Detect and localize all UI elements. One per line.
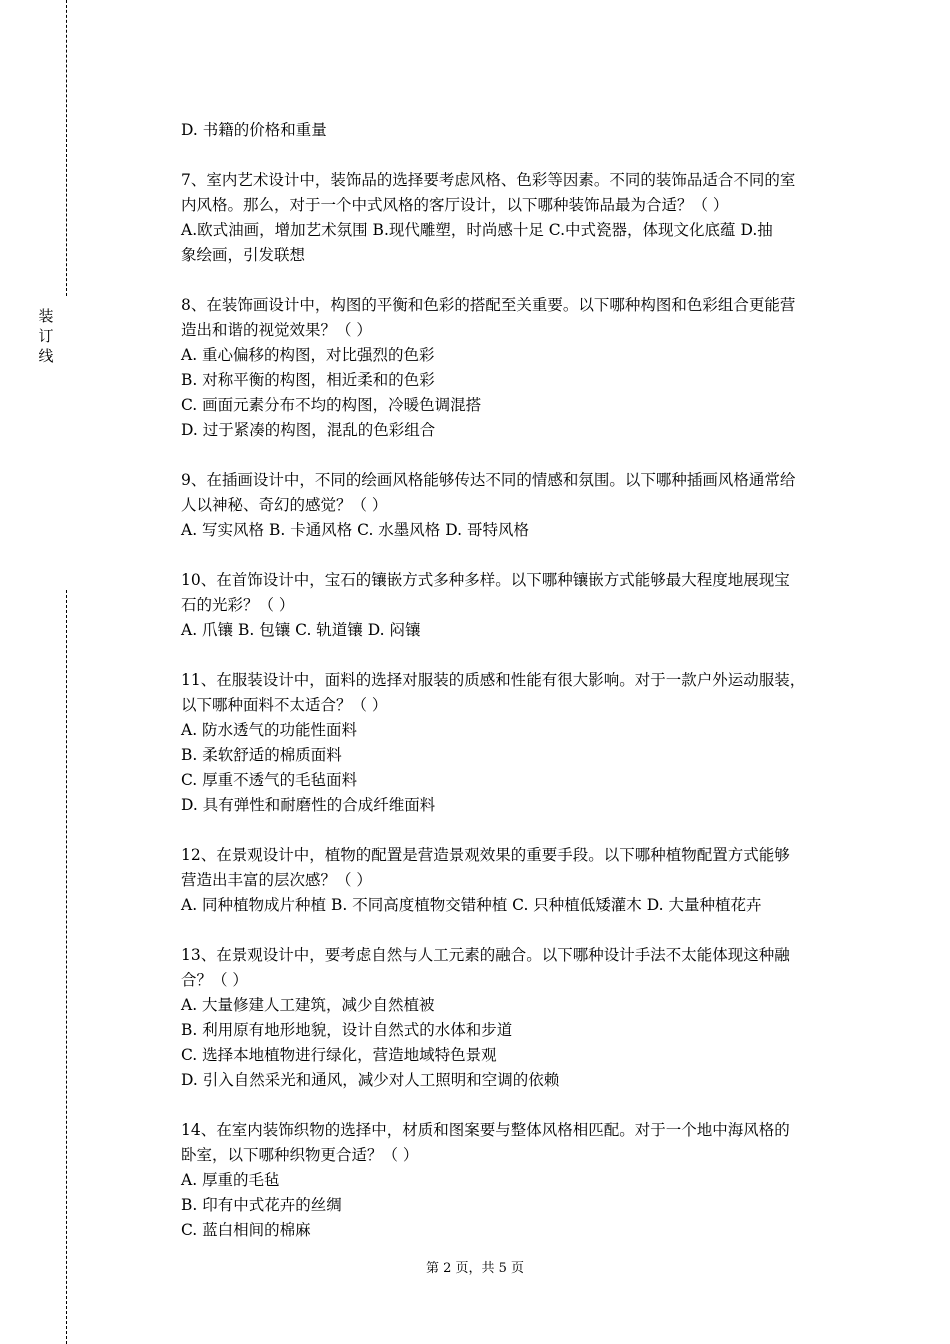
question-option: A. 防水透气的功能性面料: [181, 721, 358, 739]
question-gap: [181, 443, 841, 468]
question-option: B. 印有中式花卉的丝绸: [181, 1196, 342, 1214]
question-gap: [181, 1093, 841, 1118]
exam-content: [181, 118, 841, 1243]
continued-option: D. 书籍的价格和重量: [181, 121, 327, 139]
question-option: A. 爪镶 B. 包镶 C. 轨道镶 D. 闷镶: [181, 621, 421, 639]
binding-dashed-line-bottom: [66, 590, 67, 1344]
question-stem-line: 7、室内艺术设计中，装饰品的选择要考虑风格、色彩等因素。不同的装饰品适合不同的室: [181, 171, 796, 189]
question-block: [181, 168, 841, 268]
question-option: D. 引入自然采光和通风，减少对人工照明和空调的依赖: [181, 1071, 560, 1089]
question-option: A. 同种植物成片种植 B. 不同高度植物交错种植 C. 只种植低矮灌木 D. 大量种植花卉: [181, 896, 762, 914]
question-stem-line: 合？（ ）: [181, 971, 248, 989]
question-block: [181, 668, 841, 818]
question-option: A. 写实风格 B. 卡通风格 C. 水墨风格 D. 哥特风格: [181, 521, 529, 539]
question-block: [181, 568, 841, 643]
question-stem-line: 9、在插画设计中，不同的绘画风格能够传达不同的情感和氛围。以下哪种插画风格通常给: [181, 471, 796, 489]
question-block: [181, 1118, 841, 1243]
question-option: C. 厚重不透气的毛毡面料: [181, 771, 358, 789]
question-block: [181, 843, 841, 918]
question-stem-line: 卧室，以下哪种织物更合适？（ ）: [181, 1146, 419, 1164]
question-block: [181, 293, 841, 443]
question-stem-line: 13、在景观设计中，要考虑自然与人工元素的融合。以下哪种设计手法不太能体现这种融: [181, 946, 790, 964]
question-gap: [181, 268, 841, 293]
question-option: D. 具有弹性和耐磨性的合成纤维面料: [181, 796, 436, 814]
question-option: C. 蓝白相间的棉麻: [181, 1221, 311, 1239]
question-gap: [181, 643, 841, 668]
question-stem-line: 内风格。那么，对于一个中式风格的客厅设计，以下哪种装饰品最为合适？（ ）: [181, 196, 729, 214]
question-stem-line: 11、在服装设计中，面料的选择对服装的质感和性能有很大影响。对于一款户外运动服装，: [181, 671, 806, 689]
question-gap: [181, 143, 841, 168]
question-option: A. 大量修建人工建筑，减少自然植被: [181, 996, 435, 1014]
question-block: [181, 468, 841, 543]
question-option: 象绘画，引发联想: [181, 246, 306, 264]
question-stem-line: 营造出丰富的层次感？（ ）: [181, 871, 372, 889]
question-stem-line: 石的光彩？（ ）: [181, 596, 295, 614]
question-stem-line: 人以神秘、奇幻的感觉？（ ）: [181, 496, 388, 514]
question-stem-line: 以下哪种面料不太适合？（ ）: [181, 696, 388, 714]
question-option: B. 柔软舒适的棉质面料: [181, 746, 342, 764]
question-stem-line: 造出和谐的视觉效果？（ ）: [181, 321, 372, 339]
question-option: B. 对称平衡的构图，相近柔和的色彩: [181, 371, 435, 389]
question-option: C. 选择本地植物进行绿化，营造地域特色景观: [181, 1046, 497, 1064]
question-gap: [181, 818, 841, 843]
question-option: D. 过于紧凑的构图，混乱的色彩组合: [181, 421, 436, 439]
binding-dashed-line-top: [66, 0, 67, 296]
page-footer: 第 2 页，共 5 页: [425, 1261, 525, 1276]
question-gap: [181, 918, 841, 943]
question-option: A. 厚重的毛毡: [181, 1171, 280, 1189]
question-block: [181, 943, 841, 1093]
question-stem-line: 14、在室内装饰织物的选择中，材质和图案要与整体风格相匹配。对于一个地中海风格的: [181, 1121, 790, 1139]
question-stem-line: 10、在首饰设计中，宝石的镶嵌方式多种多样。以下哪种镶嵌方式能够最大程度地展现宝: [181, 571, 790, 589]
question-option: A. 重心偏移的构图，对比强烈的色彩: [181, 346, 435, 364]
question-option: C. 画面元素分布不均的构图，冷暖色调混搭: [181, 396, 482, 414]
question-stem-line: 12、在景观设计中，植物的配置是营造景观效果的重要手段。以下哪种植物配置方式能够: [181, 846, 790, 864]
binding-label: 装订线: [38, 307, 54, 365]
question-gap: [181, 543, 841, 568]
question-stem-line: 8、在装饰画设计中，构图的平衡和色彩的搭配至关重要。以下哪种构图和色彩组合更能营: [181, 296, 796, 314]
question-list: [181, 143, 841, 1243]
question-option: B. 利用原有地形地貌，设计自然式的水体和步道: [181, 1021, 513, 1039]
question-option: A.欧式油画，增加艺术氛围 B.现代雕塑，时尚感十足 C.中式瓷器，体现文化底蕴 D.抽: [181, 221, 773, 239]
